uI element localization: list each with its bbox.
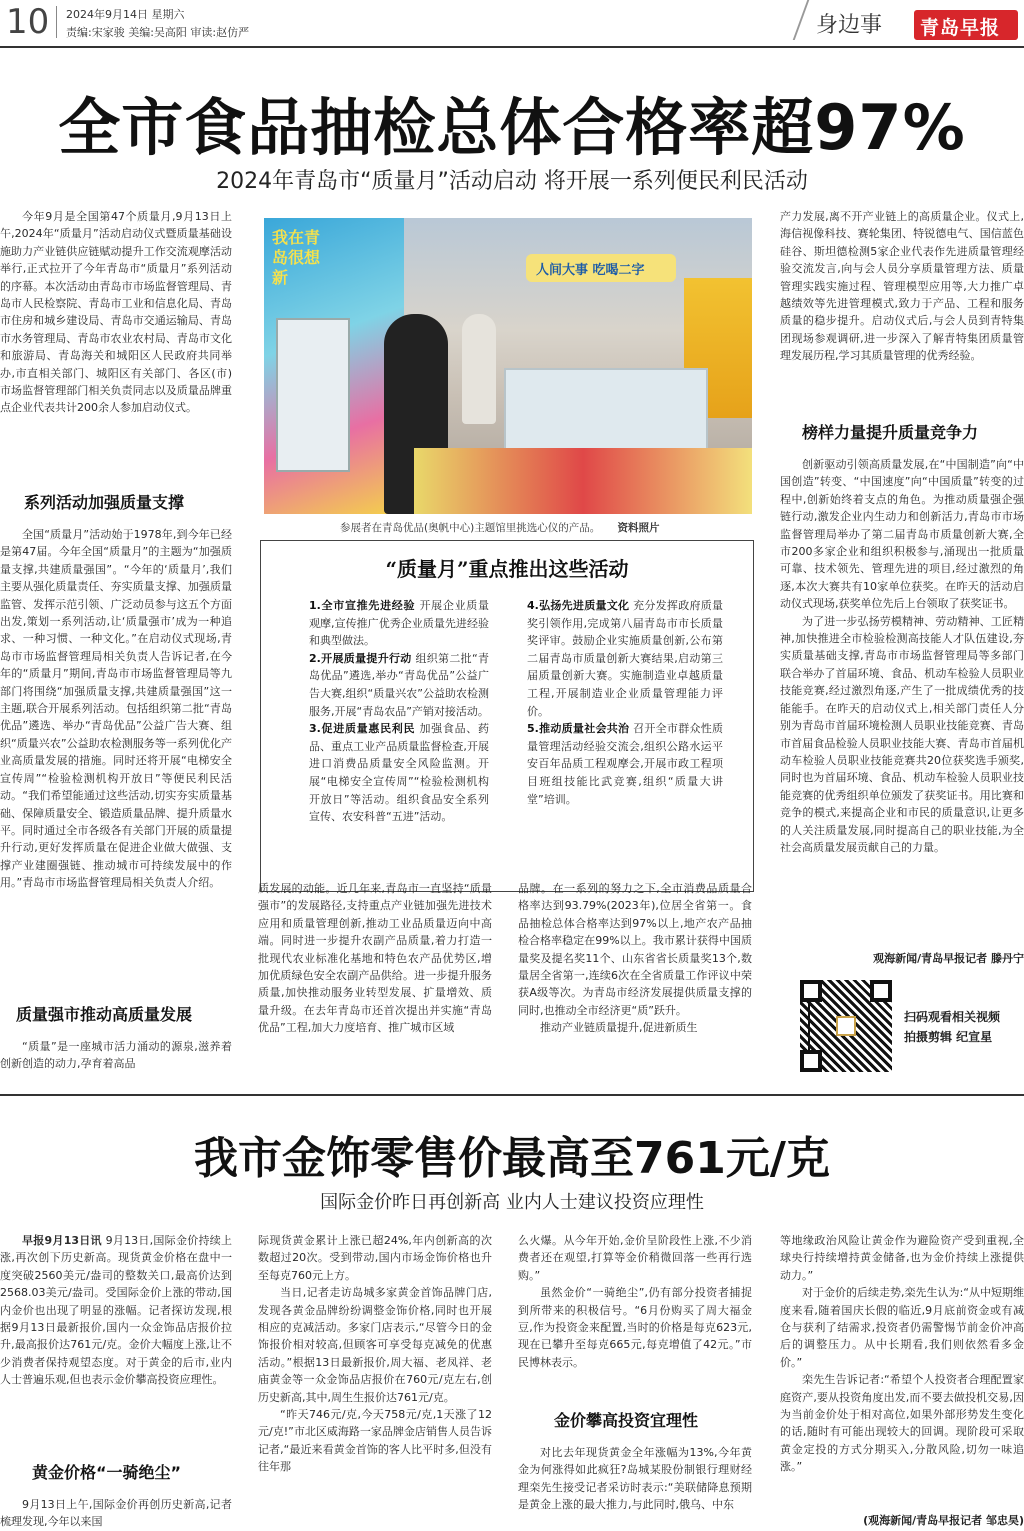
issue-date: 2024年9月14日 星期六 [66, 8, 185, 21]
article1-subheading-3: 榜样力量提升质量竞争力 [802, 423, 979, 442]
article1-col4-body2 [780, 456, 1024, 942]
article2-col2-paragraph: 际现货黄金累计上涨已超24%,年内创新高的次数超过20次。受到带动,国内市场金饰价格也升至每克760元上方。 [258, 1234, 492, 1282]
photo-caption-text: 参展者在青岛优品(奥帆中心)主题馆里挑选心仪的产品。 [340, 522, 601, 534]
photo-caption [340, 520, 660, 535]
article2-col4-body [780, 1232, 1024, 1512]
article2-col2-body [258, 1232, 492, 1531]
qr-finder-bl [800, 1050, 822, 1072]
photo-banner [526, 254, 676, 282]
article1-col1-tail [0, 1038, 232, 1074]
activities-box-right [527, 597, 723, 808]
col3-paragraph: 品牌。在一系列的努力之下,全市消费品质量合格率达到93.79%(2023年),位居全省第一。食品抽检总体合格率达到97%以上,地产农产品抽检合格率稳定在99%以上。我市累计获得中国质量奖及提名奖11个、山东省省长质量奖13个,数量居全省第一,连续6次在全省质量工作评议中荣获A级等次。为青岛市经济发展提供质量支撑的同时,也推动全市经济更“质”跃升。 [518, 882, 752, 1017]
article2-col4-paragraph-3: 栾先生告诉记者:“希望个人投资者合理配置家庭资产,要从投资角度出发,而不要去做投机交易,因为当前金价处于相对高位,如果外部形势发生变化的话,随时有可能出现较大的回调。现阶段可采取黄金定投的方式分期买入,分散风险,切勿一味追涨。” [780, 1373, 1024, 1474]
article1-col4-body [780, 208, 1024, 404]
header-divider-v [56, 6, 57, 38]
activity-item-5: 5.推动质量社会共治 召开全市群众性质量管理活动经验交流会,组织公路水运平安百年品质工程观摩会,开展市政工程项目班组技能比武竞赛,组织“质量大讲堂”培训。 [527, 722, 724, 806]
photo-fridge [276, 318, 350, 472]
activity-item-1: 1.全市宣推先进经验 开展企业质量观摩,宣传推广优秀企业质量先进经验和典型做法。 [309, 599, 490, 648]
article1-col1-body [0, 526, 232, 982]
article2-byline: (观海新闻/青岛早报记者 邹忠昊) [863, 1514, 1024, 1527]
article1-lead [0, 208, 232, 456]
article2-headline: 我市金饰零售价最高至761元/克 [194, 1133, 830, 1184]
activities-box-left [309, 597, 489, 826]
article1-col2-body [258, 880, 492, 1074]
editor-credits: 责编:宋家骏 美编:吴高阳 审读:赵仿严 [66, 26, 250, 39]
article2-subhead: 国际金价昨日再创新高 业内人士建议投资应理性 [320, 1192, 704, 1213]
qr-finder-tr [870, 980, 892, 1002]
photo-freezer [504, 368, 708, 452]
col1-tail-paragraph: “质量”是一座城市活力涌动的源泉,滋养着创新创造的动力,孕育着高品 [0, 1040, 232, 1071]
page-number: 10 [6, 2, 50, 42]
activity-item-4: 4.弘扬先进质量文化 充分发挥政府质量奖引领作用,完成第八届青岛市市长质量奖评审。鼓励企业实施质量创新,公布第二届青岛市质量创新大赛结果,启动第三届质量创新大赛。实施制造业卓越质量工程,开展制造业企业质量管理能力评价。 [527, 599, 724, 718]
photo-wall-text: 我在青岛很想新 [272, 228, 321, 287]
qr-center-logo [836, 1016, 856, 1036]
logo-text: 青岛早报 [920, 17, 1001, 39]
col2-paragraph: 质发展的动能。近几年来,青岛市一直坚持“质量强市”的发展路径,支持重点产业链加强先进技术应用和质量管理创新,推动工业品质量迈向中高端。同时进一步提升农副产品质量,着力打造一批现代农业标准化基地和特色农产品优势区,增加优质绿色安全农副产品供给。进一步提升服务质量,加快推动服务业转型发展、扩量增效、质量升级。在去年青岛市还首次提出并实施“青岛优品”工程,加大力度培育、推广城市区域 [258, 882, 492, 1035]
article2-col3-paragraph: 么火爆。从今年开始,金价呈阶段性上涨,不少消费者还在观望,打算等金价稍微回落一些再行选购。” [518, 1234, 752, 1282]
activities-box-title: “质量月”重点推出这些活动 [385, 557, 629, 581]
article2-col3-paragraph-2: 虽然金价“一骑绝尘”,仍有部分投资者捕捉到所带来的积极信号。“6月份购买了周大福金豆,作为投资金来配置,当时的价格是每克623元,现在已攀升至每克665元,每克增值了42元。”市民博林表示。 [518, 1286, 752, 1369]
article2-col3-body [518, 1232, 752, 1392]
col1-paragraph: 全国“质量月”活动始于1978年,到今年已经是第47届。今年全国“质量月”的主题为“加强质量支撑,共建质量强国”。“今年的‘质量月’,我们主要从强化质量责任、夯实质量支撑、加强质量监管、发挥示范引领、广泛动员参与这五个方面出发,策划一系列活动,让‘质量强市’成为一种追求、一种习惯、一种文化。”在启动仪式现场,青岛市市场监督管理局相关负责人告诉记者,在今年的“质量月”期间,青岛市市场监督管理局等九部门将围绕“加强质量支撑,共建质量强国”这一主题,联合开展系列活动。包括组织第二批“青岛优品”遴选、举办“青岛优品”公益广告大赛、组织“质量兴农”公益助农检测服务等一系列优化产业高质量发展的措施。同时还将开展“电梯安全宣传周”“检验检测机构开放日”等便民利民活动。“我们希望能通过这些活动,切实夯实质量基础、保障质量安全、锻造质量品牌、提升质量水平。同时通过全市各级各有关部门开展的质量提升行动,更好发挥质量在促进企业做大做强、支撑产业建圈强链、推动城市可持续发展中的作用。”青岛市市场监督管理局相关负责人介绍。 [0, 528, 232, 890]
news-photo [264, 218, 752, 514]
photo-product-pile [414, 448, 752, 514]
article2-col3-body2 [518, 1444, 752, 1531]
article1-col3-body [518, 880, 752, 1076]
article2-col1-body [0, 1232, 232, 1444]
article1-headline: 全市食品抽检总体合格率超97% [58, 91, 966, 164]
article2-col1-tail [0, 1496, 232, 1531]
qr-code[interactable] [800, 980, 892, 1072]
article2-lead: 早报9月13日讯 9月13日,国际金价持续上涨,再次创下历史新高。现货黄金价格在盘中一度突破2560美元/盎司的整数关口,最高价达到2568.03美元/盎司。受国际金价上涨的带动,国内金价也出现了明显的涨幅。记者探访发现,根据9月13日最新报价,国内一众金饰品店报价拉升,最高报价达761元/克。金价大幅度上涨,让不少消费者保持观望态度。对于黄金的后市,业内人士普遍乐观,但也表示金价攀高投资应理性。 [0, 1234, 232, 1387]
col3-tail-paragraph: 推动产业链质量提升,促进新质生 [540, 1021, 698, 1035]
photo-credit: 资料照片 [617, 522, 660, 534]
article2-dateline: 早报9月13日讯 [22, 1234, 102, 1247]
col4-paragraph-3: 为了进一步弘扬劳模精神、劳动精神、工匠精神,加快推进全市检验检测高技能人才队伍建设,夯实质量基础支撑,青岛市市场监督管理局等多部门联合举办了首届环境、食品、机动车检验人员职业技能竞赛,经过激烈角逐,产生了一批成绩优秀的技能能手。在昨天的启动仪式上,相关部门责任人分别为青岛市首届环境检测人员职业技能竞赛、青岛市首届食品检验人员职业技能大赛、青岛市首届机动车检验人员职业技能竞赛共20位获奖选手颁奖,同时也为首届环境、食品、机动车检验人员职业技能竞赛的优秀组织单位颁发了获奖证书。用比赛和竞争的模式,来提高企业和市民的质量意识,让更多的人关注质量发展,同时提高自己的职业技能,为全社会高质量发展贡献自己的力量。 [780, 614, 1024, 854]
newspaper-logo [914, 10, 1018, 40]
article2-subheading-2: 金价攀高投资宜理性 [554, 1411, 699, 1430]
article1-subheading-2: 质量强市推动高质量发展 [16, 1005, 193, 1024]
activity-item-2: 2.开展质量提升行动 组织第二批“青岛优品”遴选,举办“青岛优品”公益广告大赛,组织“质量兴农”公益助农检测服务,开展“青岛农品”产销对接活动。 [309, 651, 489, 718]
article2-col4-paragraph-2: 对于金价的后续走势,栾先生认为:“从中短期维度来看,随着国庆长假的临近,9月底前资金或有减仓与获利了结需求,投资者仍需警惕节前金价冲高后的调整压力。从中长期看,我们则依然看多金价。” [780, 1286, 1024, 1369]
article1-subheading-1: 系列活动加强质量支撑 [24, 493, 185, 512]
article1-byline: 观海新闻/青岛早报记者 滕丹宁 [873, 952, 1024, 965]
article-separator [0, 1094, 1024, 1096]
activities-box [260, 540, 754, 892]
page-header [0, 0, 1024, 44]
article1-subhead: 2024年青岛市“质量月”活动启动 将开展一系列便民利民活动 [216, 169, 808, 194]
qr-caption-1: 扫码观看相关视频 [904, 1010, 1001, 1024]
article2-col2-paragraph-3: “昨天746元/克,今天758元/克,1天涨了12元/克!”市北区威海路一家品牌金店销售人员告诉记者,“最近来看黄金首饰的客人比平时多,但没有往年那 [258, 1408, 492, 1474]
photo-person-back [462, 314, 496, 424]
activity-item-3: 3.促进质量惠民利民 加强食品、药品、重点工业产品质量监督检查,开展进口消费品质量安全风险监测。开展“电梯安全宣传周”“检验检测机构开放日”等活动。组织食品安全系列宣传、农安科普“五进”活动。 [309, 722, 490, 824]
qr-caption-2: 拍摄剪辑 纪宣星 [904, 1030, 993, 1044]
article2-col3-paragraph-3: 对比去年现货黄金全年涨幅为13%,今年黄金为何涨得如此疯狂?岛城某股份制银行理财经理栾先生接受记者采访时表示:“美联储降息预期是黄金上涨的最大推力,与此同时,俄乌、中东 [518, 1446, 752, 1512]
article2-col1-tail-paragraph: 9月13日上午,国际金价再创历史新高,记者梳理发现,今年以来国 [0, 1498, 232, 1529]
col4-paragraph-2: 创新驱动引领高质量发展,在“中国制造”向“中国创造”转变、“中国速度”向“中国质量”转变的过程中,创新始终着支点的角色。为推动质量强企强链行动,激发企业内生动力和创新活力,青岛市市场监督管理局举办了第二届青岛市质量创新大赛,全市200多家企业和组织积极参与,涌现出一批质量可靠、技术领先、管理先进的项目,经过激烈的角逐,本次大赛共有10家单位获奖。在昨天的活动启动仪式现场,获奖单位先后上台领取了获奖证书。 [780, 458, 1024, 611]
header-rule [0, 46, 1024, 48]
lead-paragraph: 今年9月是全国第47个质量月,9月13日上午,2024年“质量月”活动启动仪式暨质量基础设施助力产业链供应链赋动提升工作交流观摩活动举行,正式拉开了今年青岛市“质量月”系列活动的序幕。本次活动由青岛市市场监督管理局、青岛市人民检察院、青岛市工业和信息化局、青岛市住房和城乡建设局、青岛市交通运输局、青岛市水务管理局、青岛市农业农村局、青岛市文化和旅游局、青岛海关和城阳区人民政府共同举办,市直相关部门、城阳区有关部门、各区(市)市场监督管理部门相关负责同志以及质量品牌重点企业代表共计200余人参加启动仪式。 [0, 210, 232, 415]
article2-col2-paragraph-2: 当日,记者走访岛城多家黄金首饰品牌门店,发现各黄金品牌纷纷调整金饰价格,同时也开展相应的克减活动。多家门店表示,“尽管今日的金饰报价相对较高,但顾客可享受每克减免的优惠活动。”根据13日最新报价,周大福、老凤祥、老庙黄金等一众金饰品店报价在760元/克左右,创历史新高,其中,周生生报价达761元/克。 [258, 1286, 492, 1404]
qr-finder-tl [800, 980, 822, 1002]
article2-col4-paragraph: 等地缘政治风险让黄金作为避险资产受到重视,全球央行持续增持黄金储备,也为金价持续上涨提供动力。” [780, 1234, 1024, 1282]
section-name: 身边事 [816, 13, 883, 38]
col4-paragraph: 产力发展,离不开产业链上的高质量企业。仪式上,海信视像科技、赛轮集团、特锐德电气、国信蓝色硅谷、斯坦德检测5家企业代表作先进质量管理经验交流发言,向与会人员分享质量管理方法、质量管理实践实施过程、管理模型应用等,大力推广卓越绩效等先进管理模式,致力于产品、工程和服务质量的稳步提升。启动仪式后,与会人员到青特集团现场参观调研,进一步深入了解青特集团质量管理发展历程,学习其质量管理的优秀经验。 [780, 210, 1024, 363]
article2-subheading-1: 黄金价格“一骑绝尘” [32, 1463, 182, 1482]
photo-banner-text: 人间大事 吃喝二字 [536, 263, 645, 278]
